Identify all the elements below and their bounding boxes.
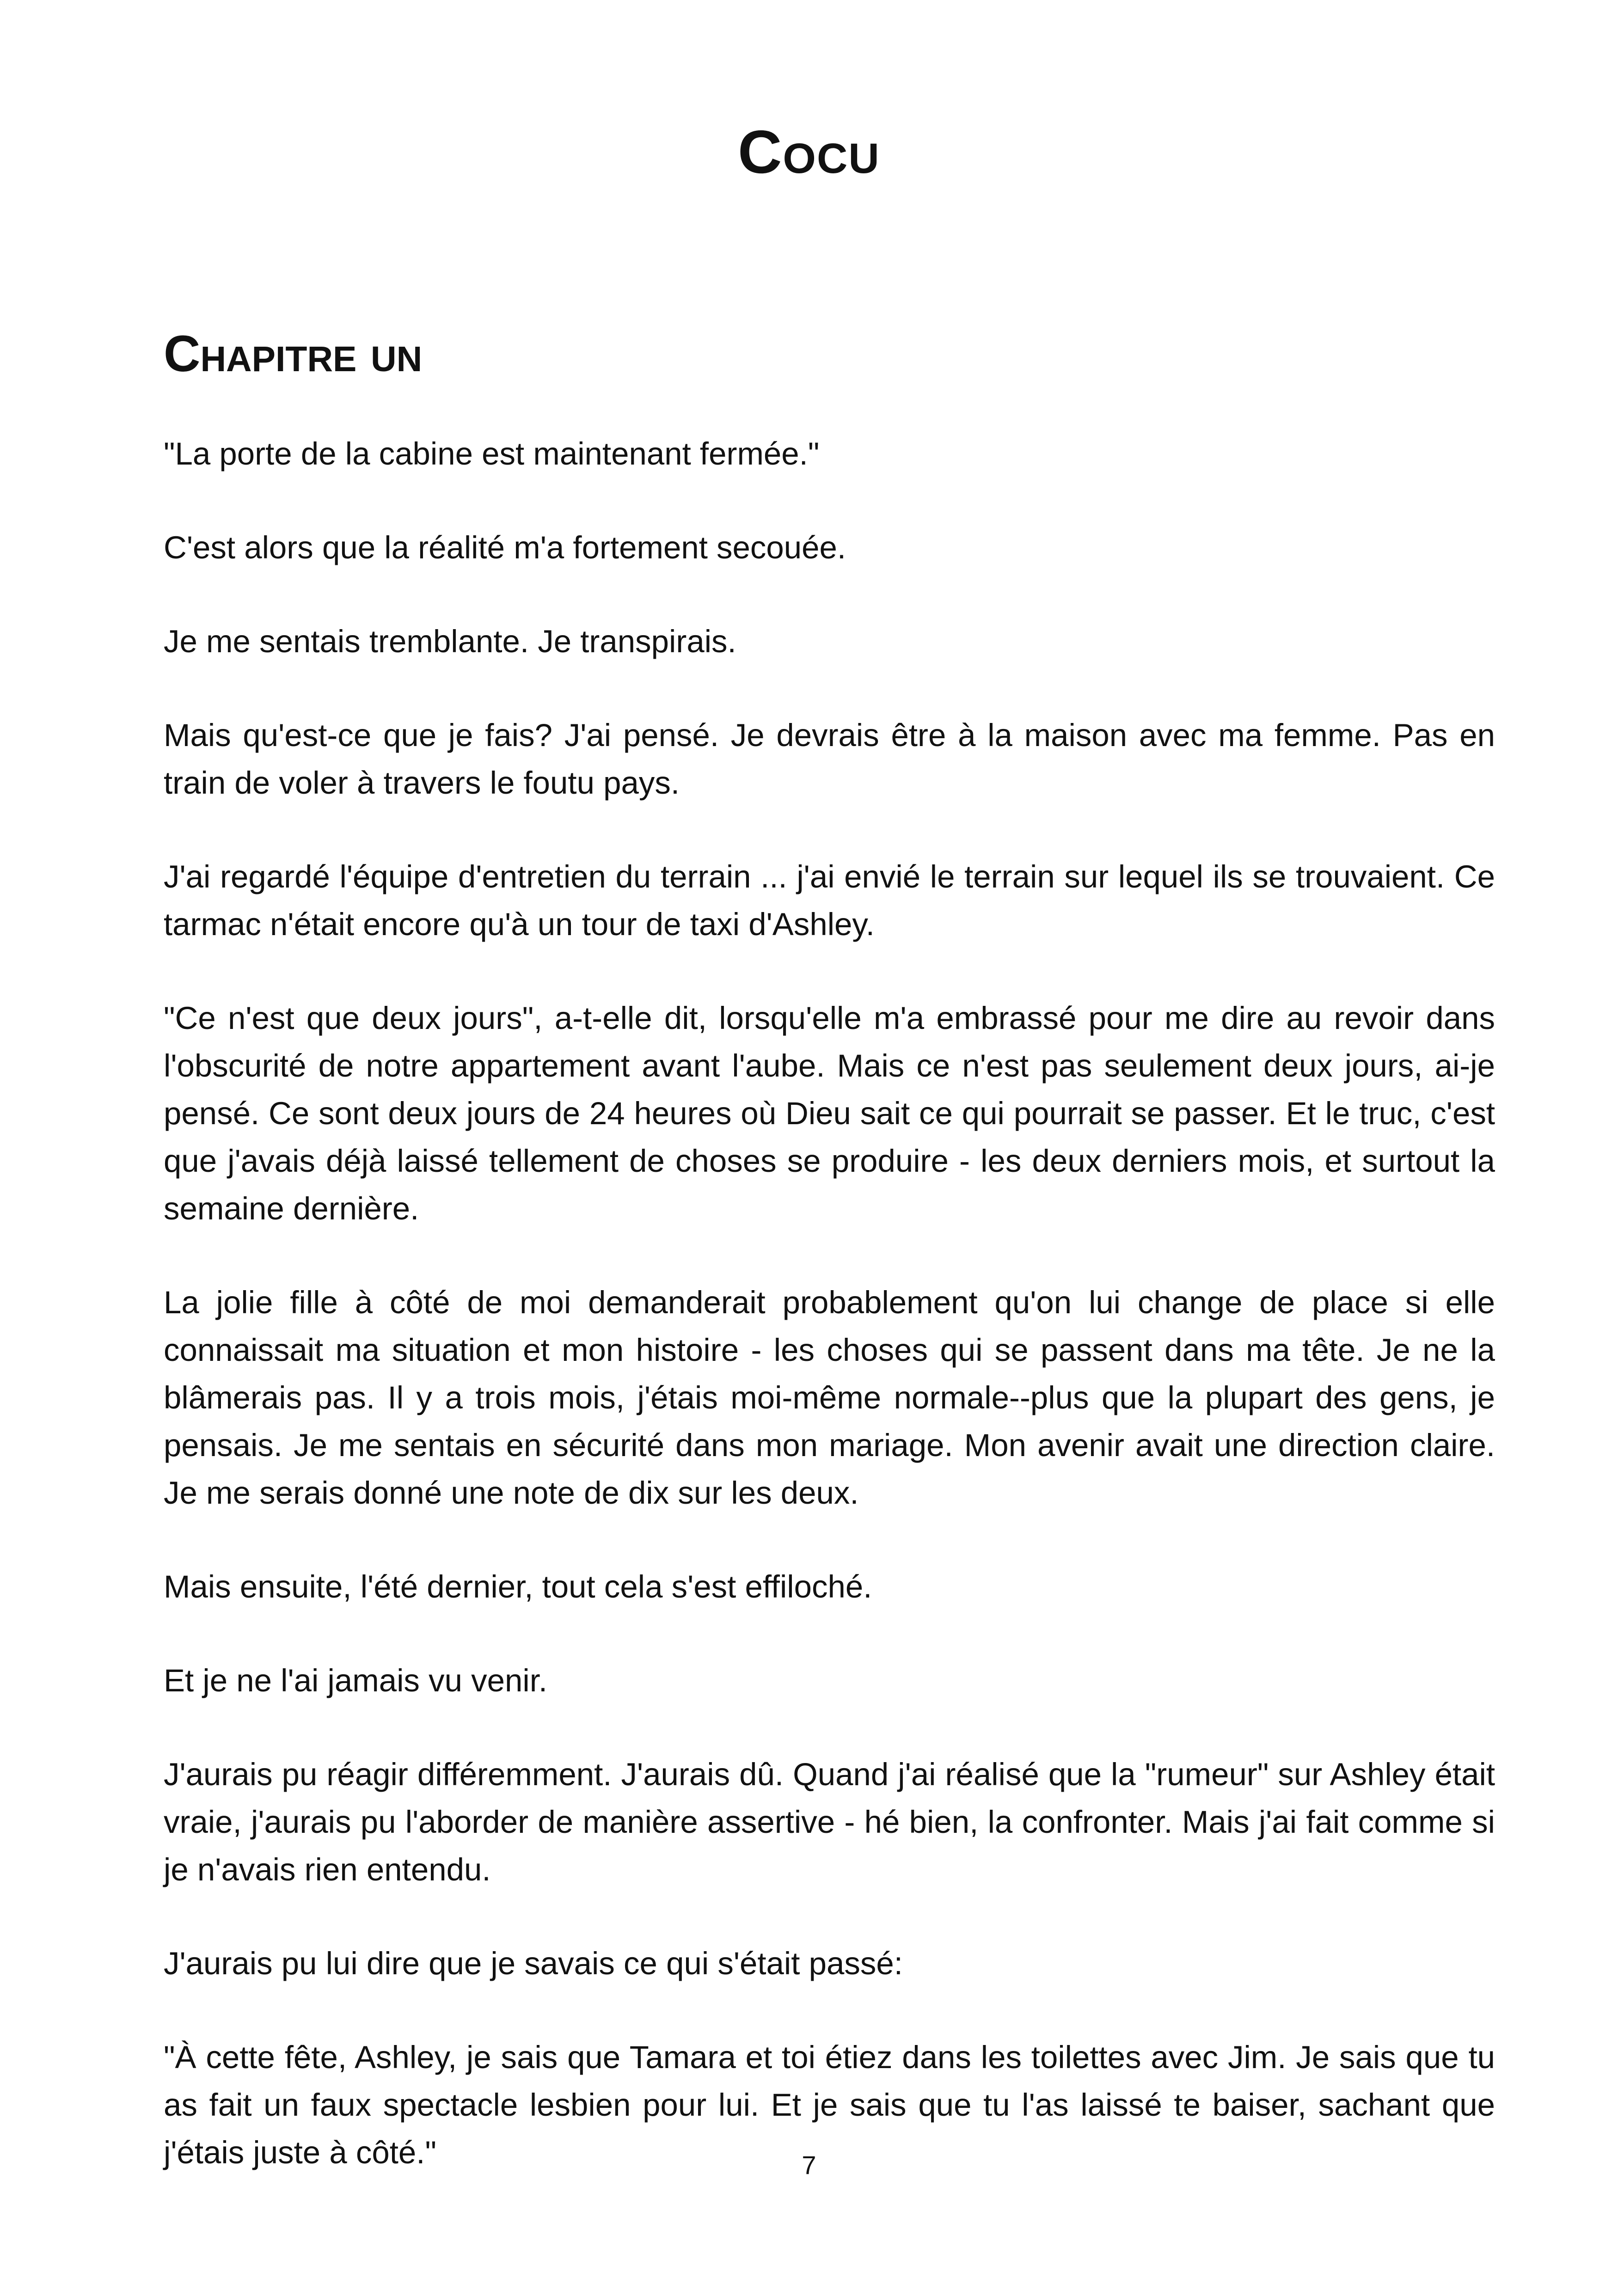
- paragraph: C'est alors que la réalité m'a fortement secouée.: [164, 530, 846, 565]
- paragraph: "La porte de la cabine est maintenant fermée.": [164, 436, 820, 471]
- page-number: 7: [802, 2150, 816, 2180]
- paragraph: La jolie fille à côté de moi demanderait probablement qu'on lui change de place si elle connaissait ma situation et mon histoire - les choses qui se passent dans ma tête. Je ne la blâmerais pas. Il y a trois mois, j'étais moi-même normale--plus que la plupart des gens, je pensais. Je me sentais en sécurité dans mon mariage. Mon avenir avait une direction claire. Je me serais donné une note de dix sur les deux.: [164, 1285, 1495, 1511]
- paragraph: Mais qu'est-ce que je fais? J'ai pensé. Je devrais être à la maison avec ma femme. Pas en train de voler à travers le foutu pays.: [164, 717, 1495, 801]
- chapter-title: Chapitre un: [164, 325, 423, 382]
- paragraph: J'ai regardé l'équipe d'entretien du terrain ... j'ai envié le terrain sur lequel ils se trouvaient. Ce tarmac n'était encore qu'à un tour de taxi d'Ashley.: [164, 859, 1495, 942]
- book-title: Cocu: [738, 118, 880, 186]
- paragraph: "À cette fête, Ashley, je sais que Tamara et toi étiez dans les toilettes avec Jim. Je sais que tu as fait un faux spectacle lesbien pour lui. Et je sais que tu l'as laissé te baiser, sachant que j'étais juste à côté.": [164, 2039, 1495, 2170]
- paragraph: Mais ensuite, l'été dernier, tout cela s'est effiloché.: [164, 1569, 872, 1604]
- chapter-body: [164, 430, 1495, 2223]
- paragraph: J'aurais pu lui dire que je savais ce qui s'était passé:: [164, 1946, 903, 1981]
- paragraph: Et je ne l'ai jamais vu venir.: [164, 1663, 548, 1698]
- paragraph: "Ce n'est que deux jours", a-t-elle dit, lorsqu'elle m'a embrassé pour me dire au revoir dans l'obscurité de notre appartement avant l'aube. Mais ce n'est pas seulement deux jours, ai-je pensé. Ce sont deux jours de 24 heures où Dieu sait ce qui pourrait se passer. Et le truc, c'est que j'avais déjà laissé tellement de choses se produire - les deux derniers mois, et surtout la semaine dernière.: [164, 1000, 1495, 1226]
- paragraph: J'aurais pu réagir différemment. J'aurais dû. Quand j'ai réalisé que la "rumeur" sur Ashley était vraie, j'aurais pu l'aborder de manière assertive - hé bien, la confronter. Mais j'ai fait comme si je n'avais rien entendu.: [164, 1757, 1495, 1887]
- paragraph: Je me sentais tremblante. Je transpirais.: [164, 624, 736, 659]
